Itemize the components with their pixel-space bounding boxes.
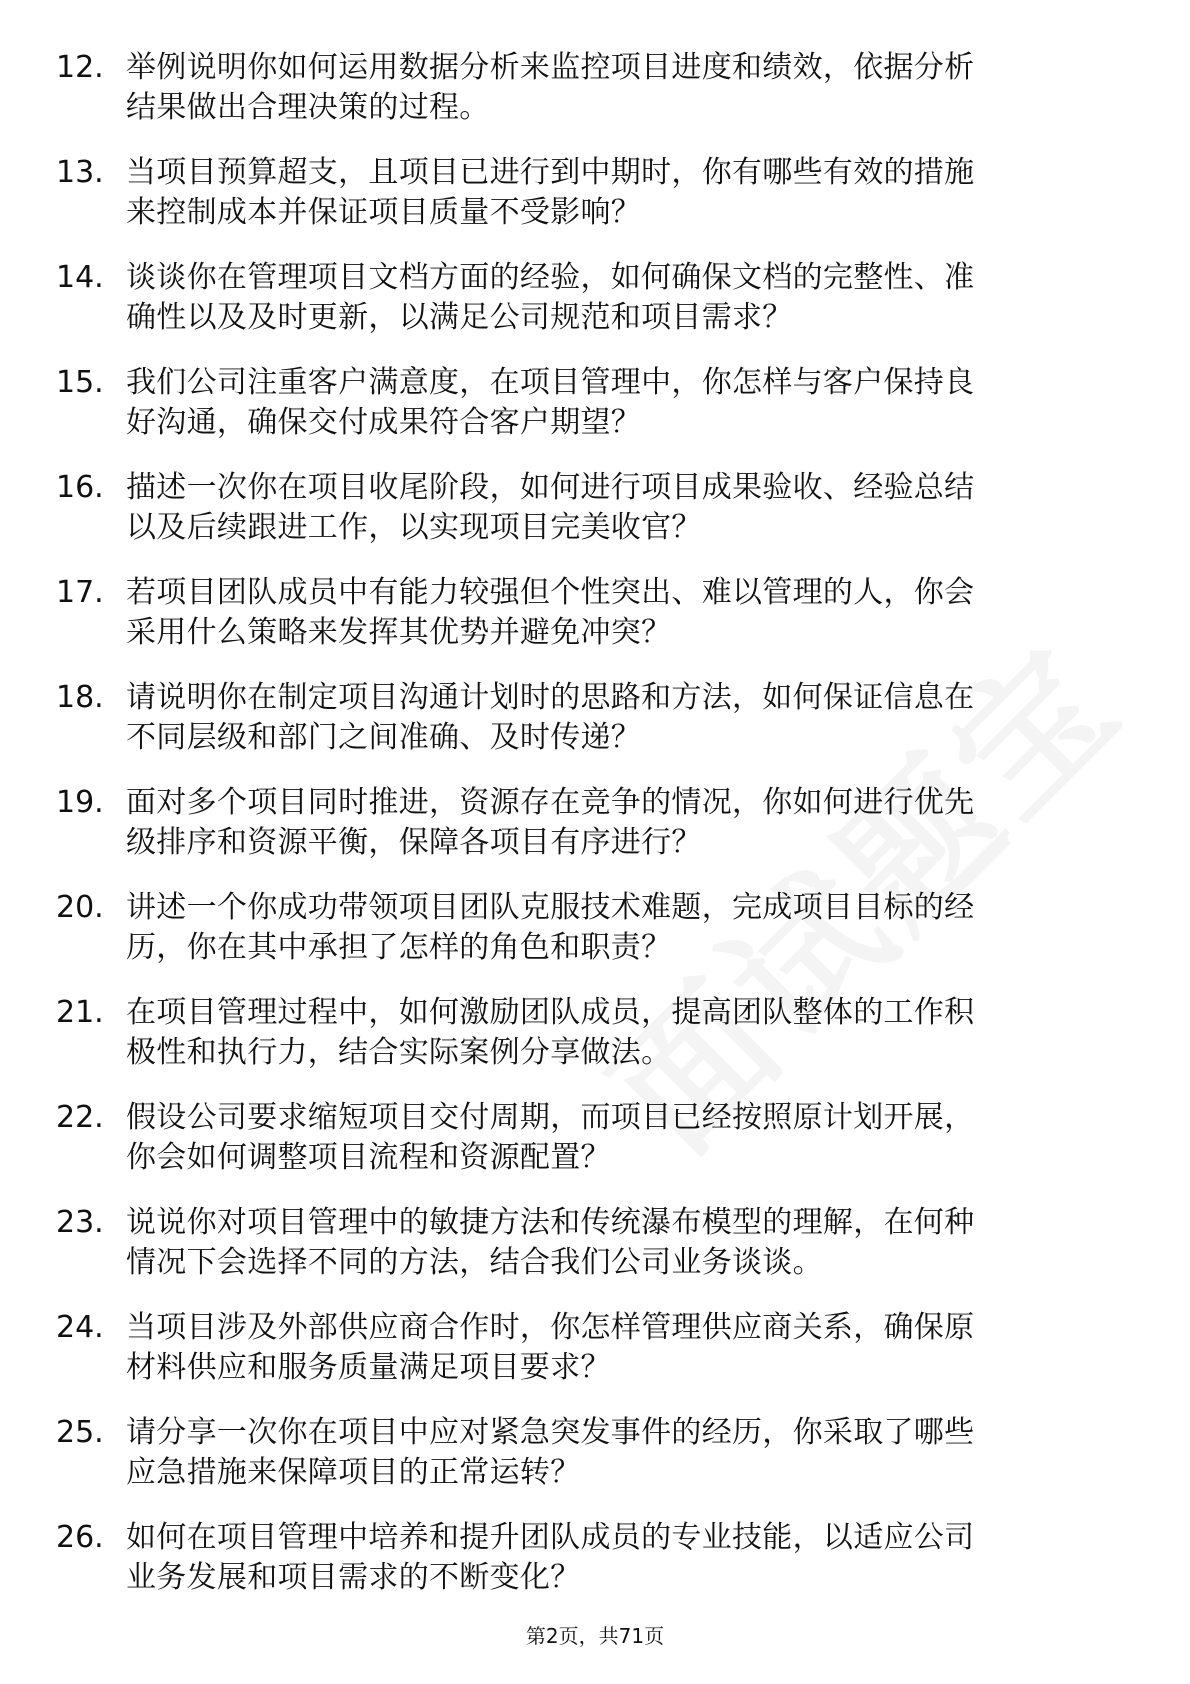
question-number: 23. bbox=[56, 1205, 104, 1240]
question-line: 如何在项目管理中培养和提升团队成员的专业技能，以适应公司 bbox=[126, 1520, 975, 1555]
question-number: 12. bbox=[56, 50, 104, 85]
question-item bbox=[0, 1098, 1190, 1203]
question-number: 17. bbox=[56, 575, 104, 610]
question-text bbox=[126, 1518, 1126, 1598]
question-line: 采用什么策略来发挥其优势并避免冲突？ bbox=[126, 615, 672, 650]
question-line: 应急措施来保障项目的正常运转？ bbox=[126, 1455, 581, 1490]
question-line: 当项目涉及外部供应商合作时，你怎样管理供应商关系，确保原 bbox=[126, 1310, 975, 1345]
question-text bbox=[126, 678, 1126, 758]
question-number: 19. bbox=[56, 785, 104, 820]
question-item bbox=[0, 993, 1190, 1098]
question-line: 确性以及及时更新，以满足公司规范和项目需求？ bbox=[126, 300, 793, 335]
question-text bbox=[126, 1308, 1126, 1388]
question-item bbox=[0, 468, 1190, 573]
question-line: 不同层级和部门之间准确、及时传递？ bbox=[126, 720, 642, 755]
question-item bbox=[0, 1308, 1190, 1413]
question-line: 我们公司注重客户满意度，在项目管理中，你怎样与客户保持良 bbox=[126, 365, 975, 400]
question-text bbox=[126, 888, 1126, 968]
question-item bbox=[0, 363, 1190, 468]
question-line: 当项目预算超支，且项目已进行到中期时，你有哪些有效的措施 bbox=[126, 155, 975, 190]
question-line: 面对多个项目同时推进，资源存在竞争的情况，你如何进行优先 bbox=[126, 785, 975, 820]
question-line: 好沟通，确保交付成果符合客户期望？ bbox=[126, 405, 642, 440]
question-line: 请说明你在制定项目沟通计划时的思路和方法，如何保证信息在 bbox=[126, 680, 975, 715]
question-line: 业务发展和项目需求的不断变化？ bbox=[126, 1560, 581, 1595]
question-line: 材料供应和服务质量满足项目要求？ bbox=[126, 1350, 611, 1385]
question-item bbox=[0, 153, 1190, 258]
question-list bbox=[0, 48, 1190, 1623]
question-number: 20. bbox=[56, 890, 104, 925]
question-line: 在项目管理过程中，如何激励团队成员，提高团队整体的工作积 bbox=[126, 995, 975, 1030]
page-number-label: 第2页，共71页 bbox=[525, 1624, 665, 1648]
question-text bbox=[126, 1098, 1126, 1178]
question-item bbox=[0, 678, 1190, 783]
question-line: 假设公司要求缩短项目交付周期，而项目已经按照原计划开展， bbox=[126, 1100, 975, 1135]
question-line: 谈谈你在管理项目文档方面的经验，如何确保文档的完整性、准 bbox=[126, 260, 975, 295]
question-number: 21. bbox=[56, 995, 104, 1030]
question-text bbox=[126, 258, 1126, 338]
question-number: 22. bbox=[56, 1100, 104, 1135]
question-number: 18. bbox=[56, 680, 104, 715]
question-item bbox=[0, 48, 1190, 153]
question-line: 历，你在其中承担了怎样的角色和职责？ bbox=[126, 930, 672, 965]
question-item bbox=[0, 573, 1190, 678]
question-line: 结果做出合理决策的过程。 bbox=[126, 90, 490, 125]
question-text bbox=[126, 573, 1126, 653]
question-number: 16. bbox=[56, 470, 104, 505]
question-text bbox=[126, 783, 1126, 863]
question-number: 25. bbox=[56, 1415, 104, 1450]
question-text bbox=[126, 1203, 1126, 1283]
question-line: 请分享一次你在项目中应对紧急突发事件的经历，你采取了哪些 bbox=[126, 1415, 975, 1450]
question-text bbox=[126, 48, 1126, 128]
question-item bbox=[0, 258, 1190, 363]
question-text bbox=[126, 153, 1126, 233]
question-number: 14. bbox=[56, 260, 104, 295]
question-line: 描述一次你在项目收尾阶段，如何进行项目成果验收、经验总结 bbox=[126, 470, 975, 505]
question-line: 以及后续跟进工作，以实现项目完美收官？ bbox=[126, 510, 702, 545]
question-text bbox=[126, 363, 1126, 443]
question-number: 15. bbox=[56, 365, 104, 400]
page-footer bbox=[0, 1620, 1190, 1649]
question-line: 情况下会选择不同的方法，结合我们公司业务谈谈。 bbox=[126, 1245, 823, 1280]
question-line: 讲述一个你成功带领项目团队克服技术难题，完成项目目标的经 bbox=[126, 890, 975, 925]
question-item bbox=[0, 888, 1190, 993]
question-line: 级排序和资源平衡，保障各项目有序进行？ bbox=[126, 825, 702, 860]
question-line: 来控制成本并保证项目质量不受影响？ bbox=[126, 195, 642, 230]
question-number: 13. bbox=[56, 155, 104, 190]
question-text bbox=[126, 1413, 1126, 1493]
question-line: 说说你对项目管理中的敏捷方法和传统瀑布模型的理解，在何种 bbox=[126, 1205, 975, 1240]
question-line: 你会如何调整项目流程和资源配置？ bbox=[126, 1140, 611, 1175]
question-item bbox=[0, 1518, 1190, 1623]
question-item bbox=[0, 1203, 1190, 1308]
question-text bbox=[126, 993, 1126, 1073]
question-number: 24. bbox=[56, 1310, 104, 1345]
question-line: 举例说明你如何运用数据分析来监控项目进度和绩效，依据分析 bbox=[126, 50, 975, 85]
question-line: 若项目团队成员中有能力较强但个性突出、难以管理的人，你会 bbox=[126, 575, 975, 610]
question-item bbox=[0, 1413, 1190, 1518]
question-number: 26. bbox=[56, 1520, 104, 1555]
question-item bbox=[0, 783, 1190, 888]
question-text bbox=[126, 468, 1126, 548]
question-line: 极性和执行力，结合实际案例分享做法。 bbox=[126, 1035, 672, 1070]
